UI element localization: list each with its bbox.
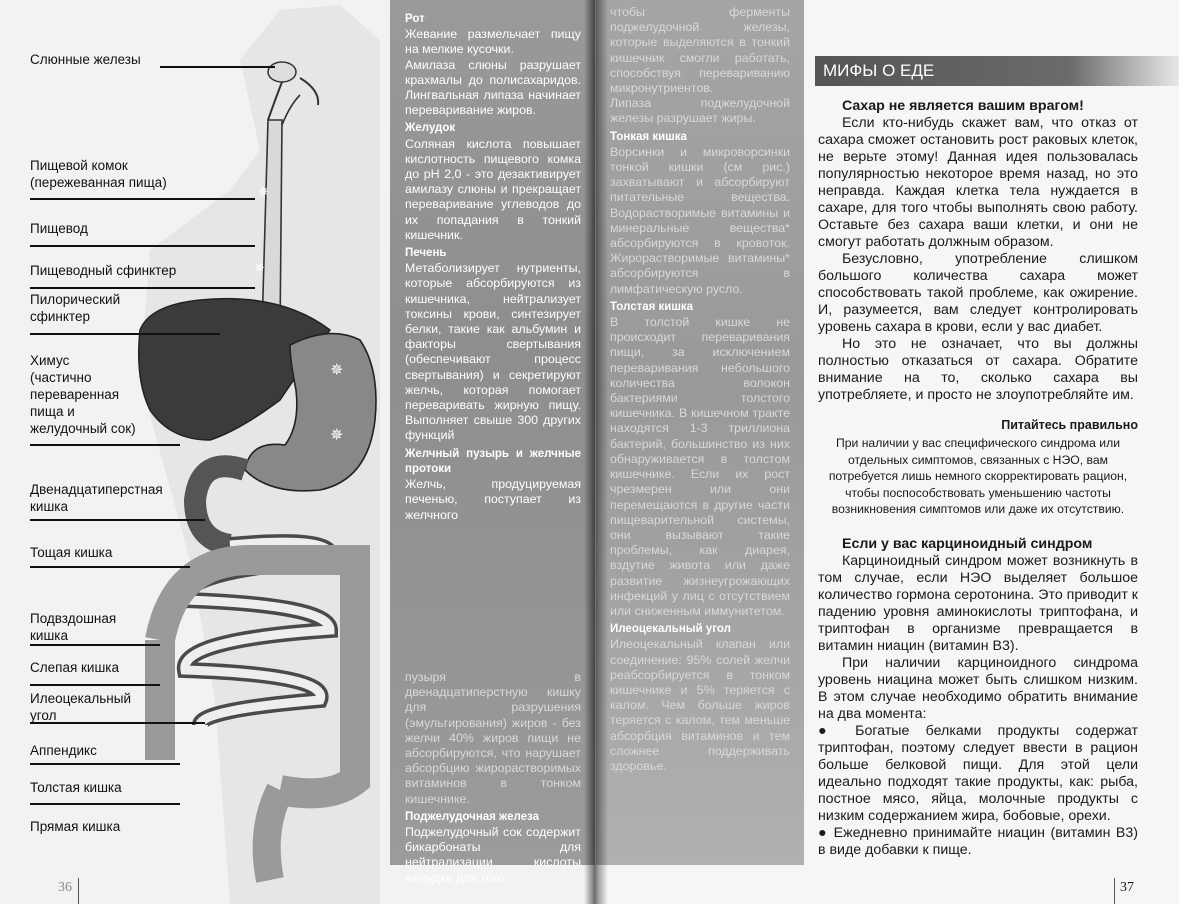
text-liver: Метаболизирует нутриенты, которые абсорбируются из кишечника, нейтрализует токсины крови, синтезирует белки, такие как альбумин и факторы свертывания (обеспечивают процесс свертывания) и секретируют желчь, которая помогает переваривать жирную пищу. Выполняет свыше 300 других функций [405, 261, 581, 443]
leader-line [30, 245, 255, 247]
leader-line [160, 66, 275, 68]
text-large-intestine: В толстой кишке не происходит переваривания пищи, за исключением переваривания небольшого количества волокон бактериями толстого кишечника. В кишечном тракте находятся 1-3 триллиона бактерий, большинство из них обнаруживается в толстом кишечнике. Если их рост чрезмерен или они перемещаются в другие части пищеварительной системы, они вызывают такие проблемы, как диарея, вздутие живота или даже развитие жизнеугрожающих инфекций у лиц с отсутствием или сниженным иммунитетом. [610, 315, 790, 618]
leader-line [30, 763, 180, 765]
bullet-item [818, 825, 1138, 859]
leader-line [30, 333, 220, 335]
label-duodenum: Двенадцатиперстная кишка [30, 482, 163, 514]
label-appendix: Аппендикс [30, 743, 97, 758]
text-pancreas-cont: чтобы ферменты поджелудочной железы, которые выделяются в тонкий кишечник смогли работать, способствуя перевариванию микронутриентов. Липаза поджелудочной железы разрушает жиры. [610, 5, 790, 126]
label-esophageal-sphincter: Пищеводный сфинктер [30, 263, 177, 278]
info-text-upper [405, 12, 581, 523]
text-bile: пузыря в двенадцатиперстную кишку для разрушения (эмульгирования) жиров - без желчи 40% жиров пищи не абсорбируются, что нарушает абсорбцию жирорастворимых витаминов в тонком кишечнике. [405, 670, 581, 806]
label-pyloric-sphincter: Пилорический сфинктер [30, 292, 121, 324]
leader-line [30, 644, 160, 646]
label-ileocecal-angle: Илеоцекальный угол [30, 691, 132, 723]
text-ileocecal: Илеоцекальный клапан или соединение: 95% солей желчи реабсорбируется в тонком кишечнике и 5% теряется с калом. Чем больше жиров теряется с калом, тем меньше абсорбция витаминов и тем сложнее поддерживать здоровье. [610, 637, 790, 773]
heading-pancreas: Поджелудочная железа [405, 810, 539, 823]
myth-paragraph: Если кто-нибудь скажет вам, что отказ от сахара сможет остановить рост раковых клеток, не верьте этому! Данная идея пользовалась популярностью некоторое время назад, но это неправда. Каждая клетка тела нуждается в сахаре, для того чтобы выполнять свою работу. Оставьте без сахара ваши клетки, и они не смогут работать должным образом. [818, 115, 1138, 250]
myth-paragraph: Безусловно, употребление слишком большого количества сахара может способствовать такой проблеме, как ожирение. И, разумеется, вам следует контролировать уровень сахара в крови, если у вас диабет. [818, 251, 1138, 335]
label-bolus: Пищевой комок (пережеванная пища) [30, 158, 167, 190]
label-esophagus: Пищевод [30, 221, 88, 236]
text-pancreas: Поджелудочный сок содержит бикарбонаты для нейтрализации кислоты желудка для того, [405, 825, 581, 885]
leader-line [30, 566, 190, 568]
label-salivary-glands: Слюнные железы [30, 52, 141, 67]
page-number-left: 36 [58, 880, 72, 895]
svg-text:✵: ✵ [258, 185, 269, 200]
info-text-right [610, 5, 790, 774]
bullet-text: Богатые белками продукты содержат триптофан, поэтому следует ввести в рацион больше белковой пищи. Для этой цели идеально подходят такие продукты, как: рыба, постное мясо, яйца, молочные продукты с низким содержанием жира, бобовые, орехи. [818, 723, 1138, 824]
page-rule [78, 878, 79, 904]
heading-mouth: Рот [405, 13, 425, 25]
svg-text:✵: ✵ [330, 360, 344, 379]
eat-right-box [818, 418, 1138, 518]
bullet-icon: ● [818, 825, 834, 841]
heading-stomach: Желудок [405, 122, 456, 135]
leader-line [30, 444, 180, 446]
digestive-diagram [0, 0, 400, 904]
page-number-right: 37 [1120, 880, 1134, 895]
page-rule [1114, 878, 1115, 904]
carcinoid-section [818, 536, 1138, 859]
leader-line [30, 287, 255, 289]
myths-banner: МИФЫ О ЕДЕ [815, 56, 1179, 86]
carcinoid-title: Если у вас карциноидный синдром [842, 536, 1093, 552]
label-rectum: Прямая кишка [30, 819, 121, 834]
leader-line [30, 803, 180, 805]
leader-line [30, 519, 205, 521]
label-chyme: Химус (частично переваренная пища и желудочный сок) [30, 353, 136, 436]
myth-title: Сахар не является вашим врагом! [842, 98, 1084, 114]
carcinoid-paragraph: При наличии карциноидного синдрома уровень ниацина может быть слишком низким. В этом случае необходимо обратить внимание на два момента: [818, 655, 1138, 722]
heading-gallbladder: Желчный пузырь и желчные протоки [405, 447, 581, 475]
label-cecum: Слепая кишка [30, 660, 120, 675]
myth-paragraph: Но это не означает, что вы должны полностью отказаться от сахара. Обратите внимание на то, сколько сахара вы употребляете, и просто не злоупотребляйте им. [818, 336, 1138, 403]
text-gallbladder: Желчь, продуцируемая печенью, поступает из желчного [405, 477, 581, 522]
label-colon: Толстая кишка [30, 780, 122, 795]
bullet-item [818, 723, 1138, 825]
svg-text:✵: ✵ [330, 425, 344, 444]
leader-line [30, 684, 160, 686]
bullet-icon: ● [818, 723, 856, 739]
text-mouth: Жевание размельчает пищу на мелкие кусочки. Амилаза слюны разрушает крахмалы до полисахаридов. Лингвальная липаза начинает переваривание жиров. [405, 27, 581, 118]
leader-line [30, 198, 255, 200]
eat-title: Питайтесь правильно [1001, 418, 1138, 432]
info-text-lower [405, 670, 581, 886]
svg-text:✵: ✵ [254, 261, 265, 276]
bullet-text: Ежедневно принимайте ниацин (витамин В3) в виде добавки к пище. [818, 825, 1138, 858]
text-small-intestine: Ворсинки и микроворсинки тонкой кишки (см рис.) захватывают и абсорбируют питательные вещества. Водорастворимые витамины и минеральные вещества* абсорбируются в кровоток. Жирорастворимые витамины* абсорбируются в лимфатическую русло. [610, 144, 790, 296]
heading-large-intestine: Толстая кишка [610, 300, 694, 313]
myth-section [818, 98, 1138, 404]
book-gutter [584, 0, 608, 904]
heading-ileocecal: Илеоцекальный угол [610, 623, 731, 636]
text-stomach: Соляная кислота повышает кислотность пищевого комка до pH 2,0 - это дезактивирует амилазу слюны и прекращает переваривание углеводов до их попадания в тонкий кишечник. [405, 136, 581, 242]
eat-text: При наличии у вас специфического синдрома или отдельных симптомов, связанных с НЭО, вам потребуется лишь немного скорректировать рацион, чтобы поспособствовать уменьшению частоты возникновения симптомов или даже их отсутствию. [828, 436, 1128, 516]
carcinoid-paragraph: Карциноидный синдром может возникнуть в том случае, если НЭО выделяет большое количество гормона серотонина. Это приводит к падению уровня аминокислоты триптофана, и триптофан в организме превращается в витамин ниацин (витамин В3). [818, 553, 1138, 654]
heading-small-intestine: Тонкая кишка [610, 130, 687, 143]
right-page [596, 0, 1179, 904]
label-ileum: Подвздошная кишка [30, 611, 117, 643]
label-jejunum: Тощая кишка [30, 545, 113, 560]
heading-liver: Печень [405, 247, 447, 260]
